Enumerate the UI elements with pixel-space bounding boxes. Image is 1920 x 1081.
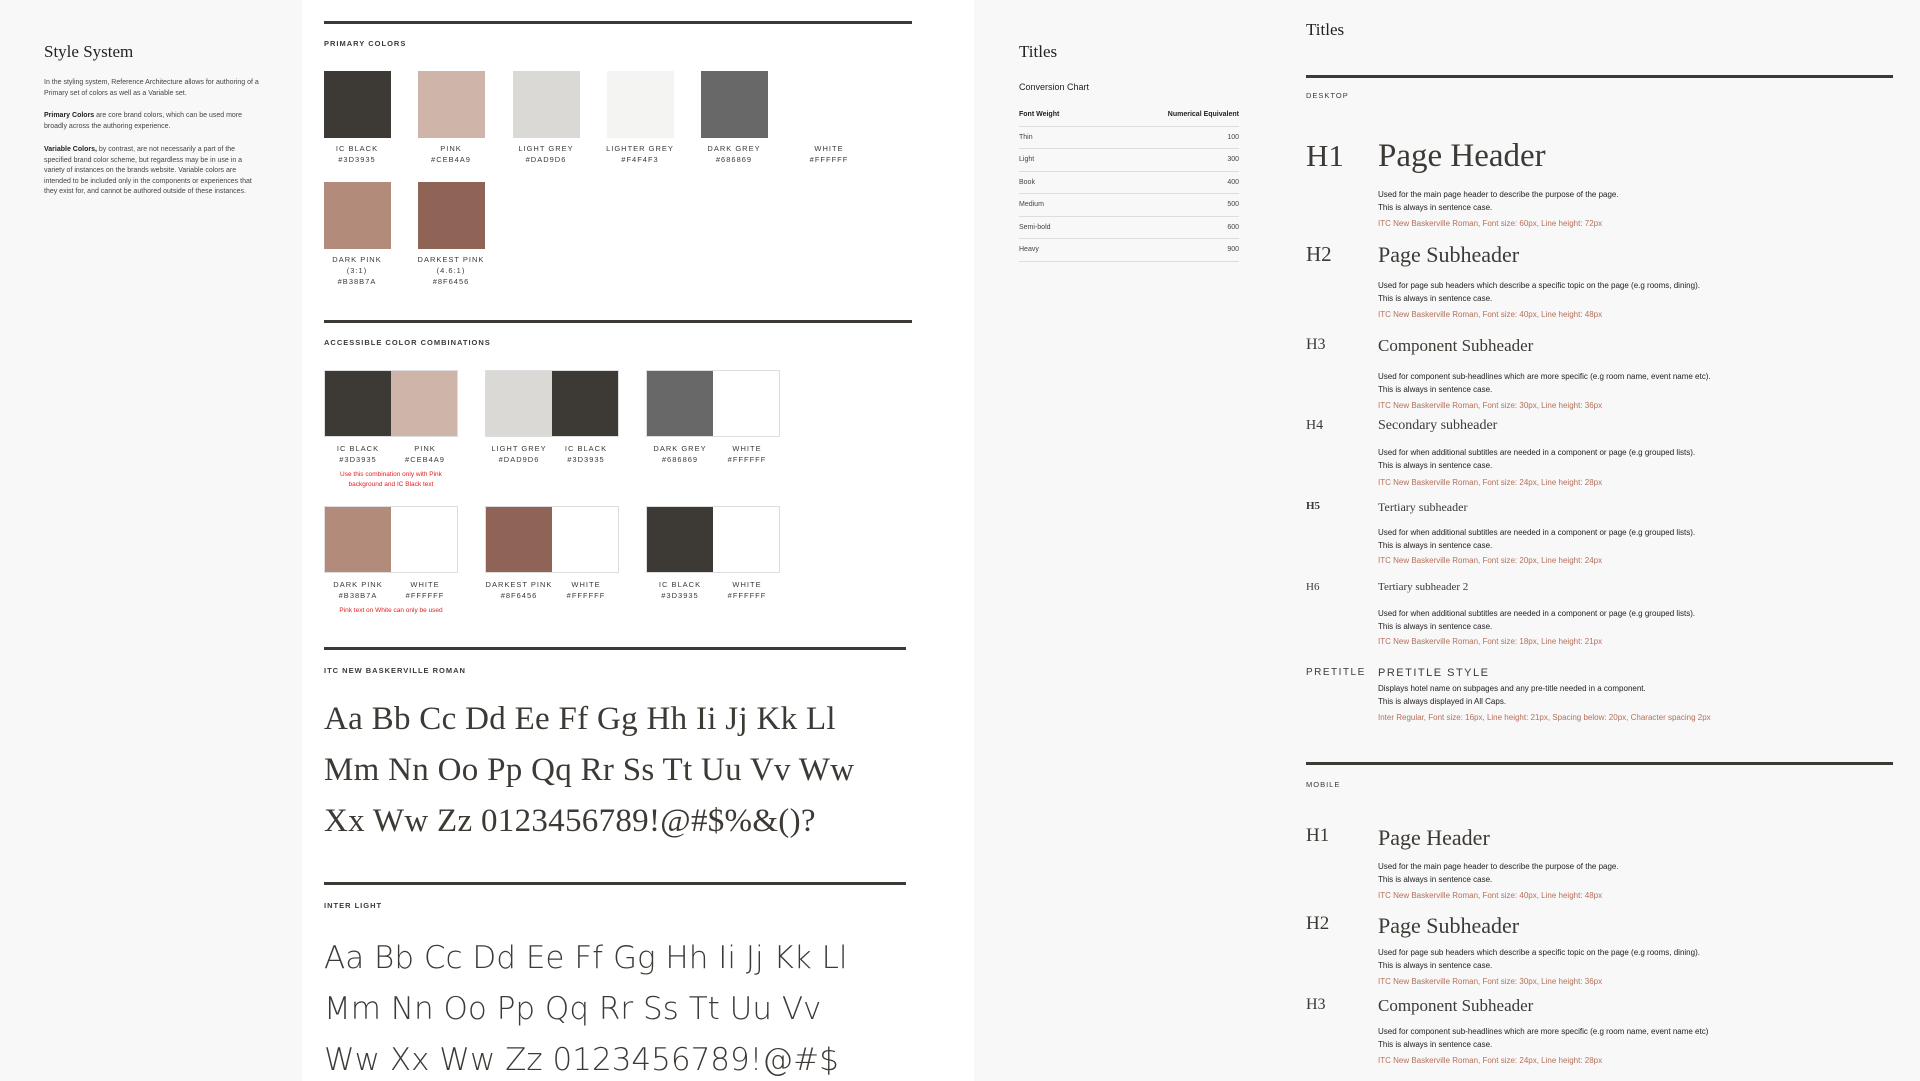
swatch-caption — [784, 143, 874, 165]
conversion-chart-panel — [974, 0, 1284, 1081]
numerical-cell: 900 — [1227, 246, 1239, 254]
serif-font-label: ITC NEW BASKERVILLE ROMAN — [324, 666, 466, 675]
section-divider — [1306, 762, 1893, 765]
combo-hex-b: #FFFFFF — [405, 591, 445, 600]
description-line: Used for page sub headers which describe a specific topic on the page (e.g rooms, dining). — [1378, 281, 1700, 290]
color-combination — [324, 506, 458, 573]
table-row — [1019, 217, 1239, 240]
description-line: Used for when additional subtitles are needed in a component or page (e.g grouped lists). — [1378, 609, 1696, 618]
description-line: Used for the main page header to describe the purpose of the page. — [1378, 190, 1619, 199]
color-swatch — [418, 182, 485, 249]
swatch-name: DARK GREY — [707, 144, 761, 153]
style-spec: ITC New Baskerville Roman, Font size: 30px, Line height: 36px — [1378, 977, 1603, 986]
titles-title: Titles — [1306, 20, 1345, 39]
style-system-panel — [0, 0, 302, 1081]
colors-fonts-panel — [302, 0, 974, 1081]
style-name: Component Subheader — [1378, 336, 1534, 355]
font-weight-cell: Semi-bold — [1019, 223, 1051, 231]
color-swatch — [701, 71, 768, 138]
combo-warning: Use this combination only with Pink background and IC Black text — [340, 471, 442, 488]
serif-specimen-line: Mm Nn Oo Pp Qq Rr Ss Tt Uu Vv Ww — [324, 752, 855, 788]
combo-color-a — [325, 371, 391, 436]
primary-colors-heading: Primary Colors — [44, 112, 95, 119]
table-row — [1019, 194, 1239, 217]
style-system-title: Style System — [44, 42, 134, 61]
style-spec: ITC New Baskerville Roman, Font size: 40px, Line height: 48px — [1378, 310, 1603, 319]
style-spec: ITC New Baskerville Roman, Font size: 30px, Line height: 36px — [1378, 401, 1603, 410]
description-line: This is always in sentence case. — [1378, 461, 1493, 470]
color-combination — [646, 370, 780, 437]
combo-hex-a: #3D3935 — [339, 455, 377, 464]
style-name: Tertiary subheader — [1378, 500, 1468, 514]
combo-name-b: WHITE — [732, 580, 762, 589]
color-swatch — [324, 182, 391, 249]
style-description — [1378, 607, 1695, 633]
combo-color-a — [486, 507, 552, 572]
swatch-name: LIGHTER GREY — [606, 144, 674, 153]
font-weight-cell: Medium — [1019, 201, 1044, 209]
col-font-weight: Font Weight — [1019, 111, 1060, 119]
combo-name-b: WHITE — [571, 580, 601, 589]
table-row — [1019, 127, 1239, 150]
combo-caption-b — [702, 443, 792, 465]
numerical-cell: 100 — [1227, 133, 1239, 141]
col-numerical-equivalent: Numerical Equivalent — [1167, 111, 1239, 119]
style-description — [1378, 526, 1695, 552]
numerical-cell: 600 — [1227, 223, 1239, 231]
conversion-table — [1019, 104, 1239, 262]
style-description — [1378, 682, 1646, 708]
style-tag: H6 — [1306, 581, 1320, 593]
combo-hex-b: #CEB4A9 — [405, 455, 445, 464]
section-divider — [324, 647, 906, 650]
combo-hex-b: #FFFFFF — [727, 455, 767, 464]
swatch-ratio: (3:1) — [346, 266, 368, 275]
swatch-hex: #FFFFFF — [809, 155, 849, 164]
style-tag: H1 — [1306, 138, 1344, 173]
combo-name-a: DARK GREY — [653, 444, 707, 453]
description-line: This is always in sentence case. — [1378, 203, 1493, 212]
combo-caption-b — [380, 579, 470, 601]
combo-color-b — [713, 507, 779, 572]
sans-font-label: INTER LIGHT — [324, 901, 383, 910]
combo-color-b — [552, 507, 618, 572]
combo-color-a — [647, 371, 713, 436]
combo-color-b — [391, 371, 457, 436]
color-swatch — [324, 71, 391, 138]
combo-name-a: IC BLACK — [658, 580, 702, 589]
swatch-name: WHITE — [814, 144, 844, 153]
combo-warning: Pink text on White can only be used — [339, 607, 443, 614]
swatch-hex: #B38B7A — [337, 277, 377, 286]
swatch-ratio: (4.6:1) — [436, 266, 466, 275]
style-name: Page Header — [1378, 825, 1490, 850]
style-name: Component Subheader — [1378, 996, 1534, 1015]
style-spec: ITC New Baskerville Roman, Font size: 18px, Line height: 21px — [1378, 637, 1603, 646]
combo-color-a — [486, 371, 552, 436]
combo-name-b: PINK — [414, 444, 436, 453]
accessible-combinations-label: ACCESSIBLE COLOR COMBINATIONS — [324, 338, 491, 347]
style-description — [1378, 946, 1700, 972]
style-tag: H5 — [1306, 500, 1321, 512]
combo-hex-b: #3D3935 — [567, 455, 605, 464]
swatch-hex: #F4F4F3 — [621, 155, 659, 164]
section-divider — [324, 882, 906, 885]
style-spec: ITC New Baskerville Roman, Font size: 40px, Line height: 48px — [1378, 891, 1603, 900]
style-description — [1378, 279, 1700, 305]
combo-hex-a: #686869 — [661, 455, 699, 464]
combo-hex-b: #FFFFFF — [727, 591, 767, 600]
combo-color-b — [713, 371, 779, 436]
combo-name-a: LIGHT GREY — [491, 444, 547, 453]
style-spec: ITC New Baskerville Roman, Font size: 24px, Line height: 28px — [1378, 478, 1603, 487]
description-line: This is always in sentence case. — [1378, 1040, 1493, 1049]
combo-color-b — [391, 507, 457, 572]
sans-specimen-line: Ww Xx Ww Zz 0123456789!@#$ — [324, 1042, 839, 1078]
swatch-hex: #686869 — [715, 155, 753, 164]
style-spec: ITC New Baskerville Roman, Font size: 20px, Line height: 24px — [1378, 556, 1603, 565]
style-tag: H3 — [1306, 336, 1326, 353]
description-line: This is always in sentence case. — [1378, 622, 1493, 631]
style-tag: H4 — [1306, 418, 1324, 433]
combo-name-b: WHITE — [732, 444, 762, 453]
swatch-caption — [312, 143, 402, 165]
chart-panel-title: Titles — [1019, 42, 1058, 61]
table-row — [1019, 149, 1239, 172]
combo-caption-b — [380, 443, 470, 465]
description-line: Used for the main page header to describe the purpose of the page. — [1378, 862, 1619, 871]
swatch-caption — [406, 254, 496, 287]
combo-name-b: WHITE — [410, 580, 440, 589]
section-divider — [1306, 75, 1893, 78]
numerical-cell: 500 — [1227, 201, 1239, 209]
combo-name-a: IC BLACK — [336, 444, 380, 453]
primary-colors-paragraph — [44, 111, 260, 132]
swatch-name: IC BLACK — [335, 144, 379, 153]
description-line: Used for page sub headers which describe a specific topic on the page (e.g rooms, dining). — [1378, 948, 1700, 957]
color-combination — [485, 370, 619, 437]
serif-specimen-line: Aa Bb Cc Dd Ee Ff Gg Hh Ii Jj Kk Ll — [324, 701, 836, 737]
description-line: This is always displayed in All Caps. — [1378, 697, 1507, 706]
style-spec: ITC New Baskerville Roman, Font size: 60px, Line height: 72px — [1378, 219, 1603, 228]
style-name: Page Subheader — [1378, 913, 1520, 938]
numerical-cell: 300 — [1227, 156, 1239, 164]
desktop-label: DESKTOP — [1306, 91, 1349, 100]
swatch-hex: #3D3935 — [338, 155, 376, 164]
color-combination — [646, 506, 780, 573]
variable-colors-text: by contrast, are not necessarily a part of the specified brand color scheme, but regardless may be in use in a variety of instances on the brands website. Variable colors are intended to be included only in the components or experiences that they exist for, and cannot be authored outside of these instances. — [44, 146, 252, 195]
style-description — [1378, 370, 1711, 396]
titles-panel — [1284, 0, 1920, 1081]
combo-caption-b — [541, 443, 631, 465]
combo-color-b — [552, 371, 618, 436]
style-name: PRETITLE STYLE — [1378, 667, 1490, 679]
description-line: Used for component sub-headlines which are more specific (e.g room name, event name etc). — [1378, 372, 1711, 381]
primary-colors-label: PRIMARY COLORS — [324, 39, 407, 48]
section-divider — [324, 21, 912, 24]
swatch-caption — [406, 143, 496, 165]
style-description — [1378, 860, 1619, 886]
style-spec: ITC New Baskerville Roman, Font size: 24px, Line height: 28px — [1378, 1056, 1603, 1065]
section-divider — [324, 320, 912, 323]
description-line: Used for when additional subtitles are needed in a component or page (e.g grouped lists). — [1378, 448, 1696, 457]
table-row — [1019, 239, 1239, 262]
font-weight-cell: Light — [1019, 156, 1035, 164]
numerical-cell: 400 — [1227, 178, 1239, 186]
combo-caption-b — [702, 579, 792, 601]
swatch-name: LIGHT GREY — [518, 144, 574, 153]
mobile-label: MOBILE — [1306, 780, 1341, 789]
swatch-hex: #DAD9D6 — [525, 155, 567, 164]
style-tag: H2 — [1306, 913, 1330, 934]
combo-color-a — [325, 507, 391, 572]
style-tag: PRETITLE — [1306, 667, 1366, 678]
description-line: Used for when additional subtitles are needed in a component or page (e.g grouped lists). — [1378, 528, 1696, 537]
combo-name-b: IC BLACK — [564, 444, 608, 453]
combo-hex-a: #3D3935 — [661, 591, 699, 600]
style-name: Page Subheader — [1378, 242, 1520, 267]
swatch-name: PINK — [440, 144, 462, 153]
style-tag: H3 — [1306, 996, 1326, 1013]
combo-name-a: DARKEST PINK — [485, 580, 553, 589]
combo-hex-a: #B38B7A — [338, 591, 378, 600]
table-header — [1019, 104, 1239, 127]
style-spec: Inter Regular, Font size: 16px, Line height: 21px, Spacing below: 20px, Character spacing 2px — [1378, 713, 1711, 722]
swatch-caption — [595, 143, 685, 165]
description-line: This is always in sentence case. — [1378, 385, 1493, 394]
style-name: Tertiary subheader 2 — [1378, 581, 1469, 593]
style-name: Page Header — [1378, 138, 1546, 174]
conversion-chart-title: Conversion Chart — [1019, 82, 1090, 92]
color-swatch — [418, 71, 485, 138]
variable-colors-heading: Variable Colors, — [44, 146, 97, 153]
description-line: This is always in sentence case. — [1378, 294, 1493, 303]
swatch-hex: #8F6456 — [432, 277, 470, 286]
style-name: Secondary subheader — [1378, 418, 1498, 433]
table-body — [1019, 127, 1239, 262]
sans-specimen-line: Mm Nn Oo Pp Qq Rr Ss Tt Uu Vv — [324, 991, 822, 1027]
color-swatch — [513, 71, 580, 138]
primary-colors-text: are core brand colors, which can be used more broadly across the authoring experience. — [44, 112, 243, 130]
description-line: Used for component sub-headlines which are more specific (e.g room name, event name etc) — [1378, 1027, 1709, 1036]
description-line: This is always in sentence case. — [1378, 875, 1493, 884]
style-description — [1378, 446, 1695, 472]
style-description — [1378, 188, 1619, 214]
serif-specimen-line: Xx Ww Zz 0123456789!@#$%&()? — [324, 803, 816, 839]
swatch-hex: #CEB4A9 — [431, 155, 471, 164]
swatch-name: DARK PINK — [332, 255, 382, 264]
combo-caption-b — [541, 579, 631, 601]
intro-text: In the styling system, Reference Architecture allows for authoring of a Primary set of colors as well as a Variable set. — [44, 79, 259, 97]
font-weight-cell: Heavy — [1019, 246, 1039, 254]
color-combination — [485, 506, 619, 573]
variable-colors-paragraph — [44, 145, 260, 198]
combo-hex-a: #8F6456 — [500, 591, 538, 600]
font-weight-cell: Thin — [1019, 133, 1033, 141]
color-combination — [324, 370, 458, 437]
swatch-caption — [312, 254, 402, 287]
style-description — [1378, 1025, 1708, 1051]
style-system-intro — [44, 78, 260, 99]
table-row — [1019, 172, 1239, 195]
sans-specimen-line: Aa Bb Cc Dd Ee Ff Gg Hh Ii Jj Kk Ll — [324, 940, 848, 976]
style-tag: H1 — [1306, 825, 1330, 846]
swatch-caption — [501, 143, 591, 165]
swatch-caption — [689, 143, 779, 165]
combo-name-a: DARK PINK — [333, 580, 383, 589]
combo-hex-b: #FFFFFF — [566, 591, 606, 600]
color-swatch — [607, 71, 674, 138]
style-tag: H2 — [1306, 242, 1332, 266]
combo-color-a — [647, 507, 713, 572]
description-line: Displays hotel name on subpages and any pre-title needed in a component. — [1378, 684, 1646, 693]
description-line: This is always in sentence case. — [1378, 961, 1493, 970]
font-weight-cell: Book — [1019, 178, 1035, 186]
combo-hex-a: #DAD9D6 — [498, 455, 540, 464]
description-line: This is always in sentence case. — [1378, 541, 1493, 550]
swatch-name: DARKEST PINK — [417, 255, 485, 264]
